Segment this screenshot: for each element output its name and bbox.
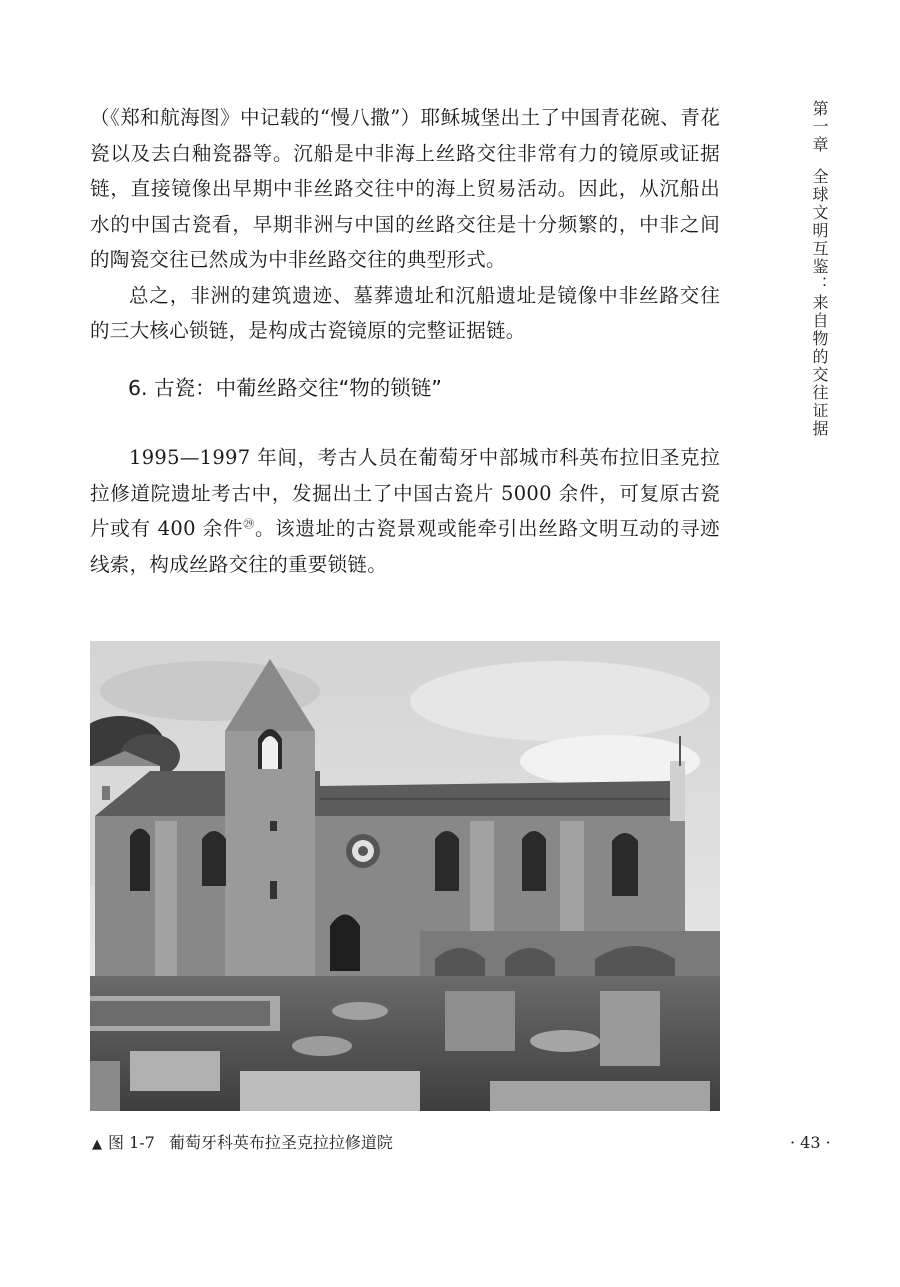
monastery-photo-icon (90, 641, 720, 1111)
body-text-top (90, 100, 720, 349)
page-number: · 43 · (790, 1133, 831, 1152)
figure-label: 图 1-7 (108, 1133, 155, 1152)
figure-caption (92, 1131, 393, 1157)
paragraph-main-text-end: 。该遗址的古瓷景观或能牵引出丝路文明互动的寻迹线索，构成丝路交往的重要锁链。 (90, 517, 720, 576)
footnote-marker: ㉙ (243, 517, 255, 531)
figure-photo (90, 641, 720, 1111)
triangle-marker-icon: ▲ (92, 1137, 102, 1152)
chapter-number: 第一章 (810, 100, 829, 154)
chapter-title: 全球文明互鉴：来自物的交往证据 (810, 168, 829, 438)
paragraph-continued: （《郑和航海图》中记载的“慢八撒”）耶稣城堡出土了中国青花碗、青花瓷以及去白釉瓷器等。沉船是中非海上丝路交往非常有力的镜原或证据链，直接镜像出早期中非丝路交往中的海上贸易活动。因此，从沉船出水的中国古瓷看，早期非洲与中国的丝路交往是十分频繁的，中非之间的陶瓷交往已然成为中非丝路交往的典型形式。 (90, 106, 720, 271)
paragraph-main (90, 440, 720, 582)
running-chapter-header (806, 100, 832, 438)
paragraph-summary: 总之，非洲的建筑遗迹、墓葬遗址和沉船遗址是镜像中非丝路交往的三大核心锁链，是构成古瓷镜原的完整证据链。 (90, 283, 720, 342)
figure-title: 葡萄牙科英布拉圣克拉拉修道院 (168, 1133, 393, 1152)
section-heading: 6. 古瓷：中葡丝路交往“物的锁链” (128, 376, 442, 400)
paragraph-main-text: 1995—1997 年间，考古人员在葡萄牙中部城市科英布拉旧圣克拉拉修道院遗址考古中，发掘出土了中国古瓷片 5000 余件，可复原古瓷片或有 400 余件 (90, 446, 720, 540)
